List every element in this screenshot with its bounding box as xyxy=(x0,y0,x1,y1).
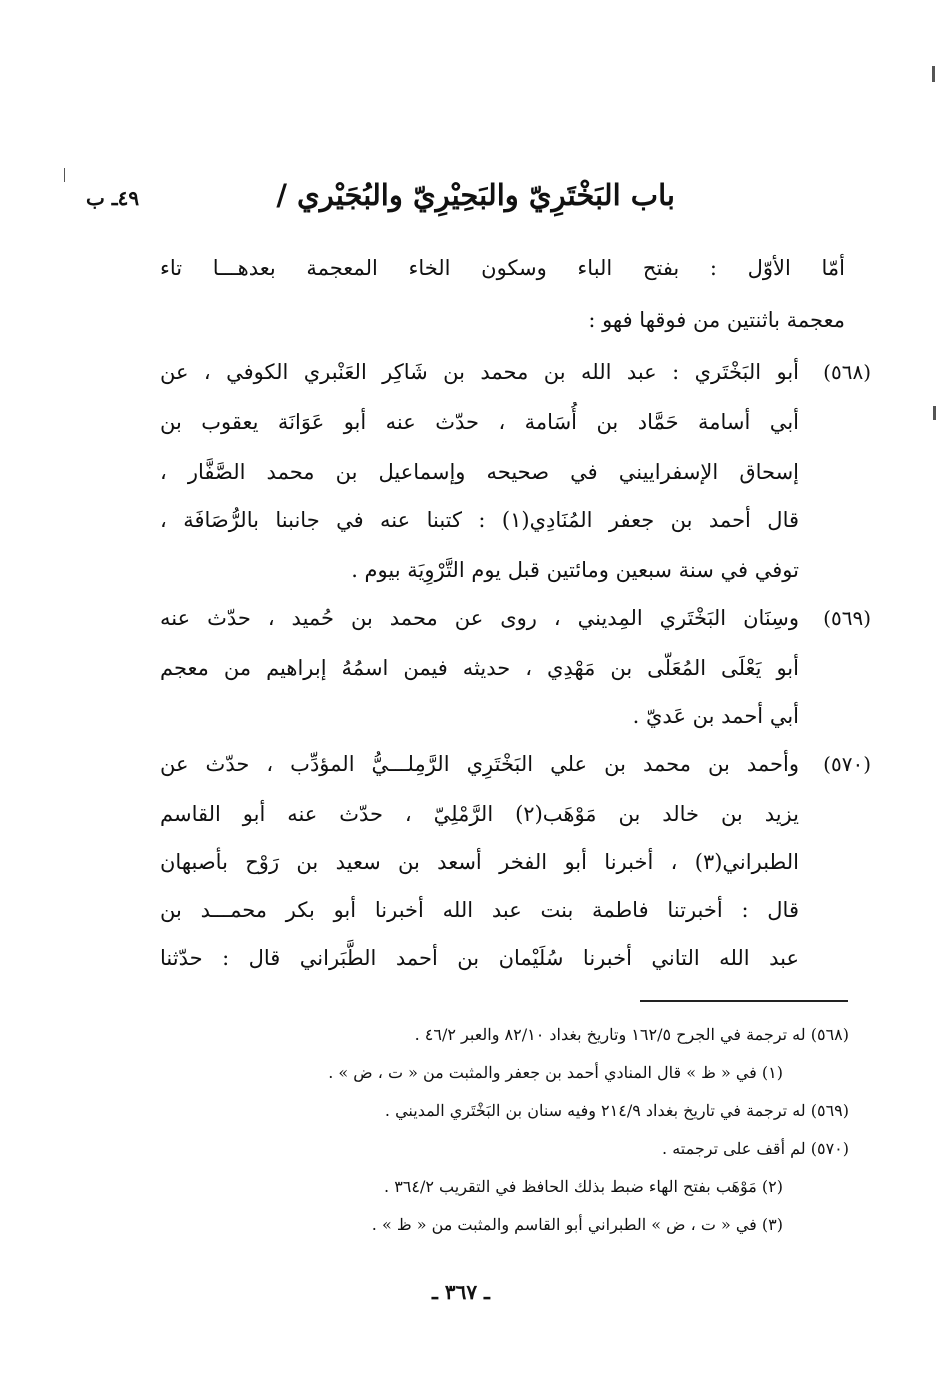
entry-line: عبد الله التاني أخبرنا سُلَيْمان بن أحمد الطَّبَراني قال : حدّثنا xyxy=(160,946,799,970)
scan-mark-right-2 xyxy=(933,406,936,420)
footnote: (٥٦٨) له ترجمة في الجرح ١٦٢/٥ وتاريخ بغداد ٨٢/١٠ والعبر ٤٦/٢ . xyxy=(414,1025,849,1044)
scan-mark-right xyxy=(932,66,935,82)
footnote: (٥٦٩) له ترجمة في تاريخ بغداد ٢١٤/٩ وفيه سنان بن البَخْتَري المديني . xyxy=(384,1101,849,1120)
entry-line: قال أحمد بن جعفر المُنَادِي(١) : كتبنا عنه في جانبنا بالرُّصَافَة ، xyxy=(160,508,799,532)
entry-line: وسِنَان البَخْتَري المِديني ، روى عن محمد بن حُميد ، حدّث عنه xyxy=(160,606,799,630)
entry-line: يزيد بن خالد بن مَوْهَب(٢) الرَّمْلِيّ ، حدّث عنه أبو القاسم xyxy=(160,802,799,826)
entry-line: الطبراني(٣) ، أخبرنا أبو الفخر أسعد بن سعيد بن رَوْح بأصبهان xyxy=(160,850,799,874)
entry-number: (٥٦٨) xyxy=(823,360,871,384)
entry-line: إسحاق الإسفراييني في صحيحه وإسماعيل بن محمد الصَّفَّار ، xyxy=(160,460,799,484)
entry-line: توفي في سنة سبعين ومائتين قبل يوم التَّرْوِيَة بيوم . xyxy=(351,558,799,582)
chapter-title: باب البَخْتَرِيّ والبَحِيْرِيّ والبُجَيْري / xyxy=(276,178,675,212)
intro-line: أمّا الأوّل : بفتح الباء وسكون الخاء المعجمة بعدهـــا تاء xyxy=(160,256,845,280)
entry-line: أبو يَعْلَى المُعَلّى بن مَهْدِي ، حديثه فيمن اسمُهُ إبراهيم من معجم xyxy=(160,656,799,680)
entry-line: قال : أخبرتنا فاطمة بنت عبد الله أخبرنا أبو بكر محمـــد بن xyxy=(160,898,799,922)
scan-mark-left xyxy=(64,168,65,182)
entry-number: (٥٧٠) xyxy=(823,752,871,776)
footnote-separator xyxy=(640,1000,848,1002)
footnote: (٣) في « ت ، ض » الطبراني أبو القاسم والمثبت من « ظ » . xyxy=(371,1215,783,1234)
folio-number: ٤٩ـ ب xyxy=(86,186,140,210)
entry-line: أبي أحمد بن عَديّ . xyxy=(632,704,799,728)
entry-line: أبو البَخْتَري : عبد الله بن محمد بن شَاكِر العَنْبري الكوفي ، عن xyxy=(160,360,799,384)
footnote: (١) في « ظ » قال المنادي أحمد بن جعفر والمثبت من « ت ، ض » . xyxy=(328,1063,783,1082)
entry-line: أبي أسامة حَمَّاد بن أُسَامة ، حدّث عنه أبو عَوَانَة يعقوب بن xyxy=(160,410,799,434)
footnote: (٥٧٠) لم أقف على ترجمته . xyxy=(662,1139,849,1158)
entry-line: وأحمد بن محمد بن علي البَخْتَرِي الرَّمِلـــيُّ المؤدِّب ، حدّث عن xyxy=(160,752,799,776)
entry-number: (٥٦٩) xyxy=(823,606,871,630)
footnote: (٢) مَوْهَب بفتح الهاء ضبط بذلك الحافظ في التقريب ٣٦٤/٢ . xyxy=(384,1177,783,1196)
intro-line: معجمة باثنتين من فوقها فهو : xyxy=(588,308,845,332)
page-number: ـ ٣٦٧ ـ xyxy=(432,1280,490,1304)
